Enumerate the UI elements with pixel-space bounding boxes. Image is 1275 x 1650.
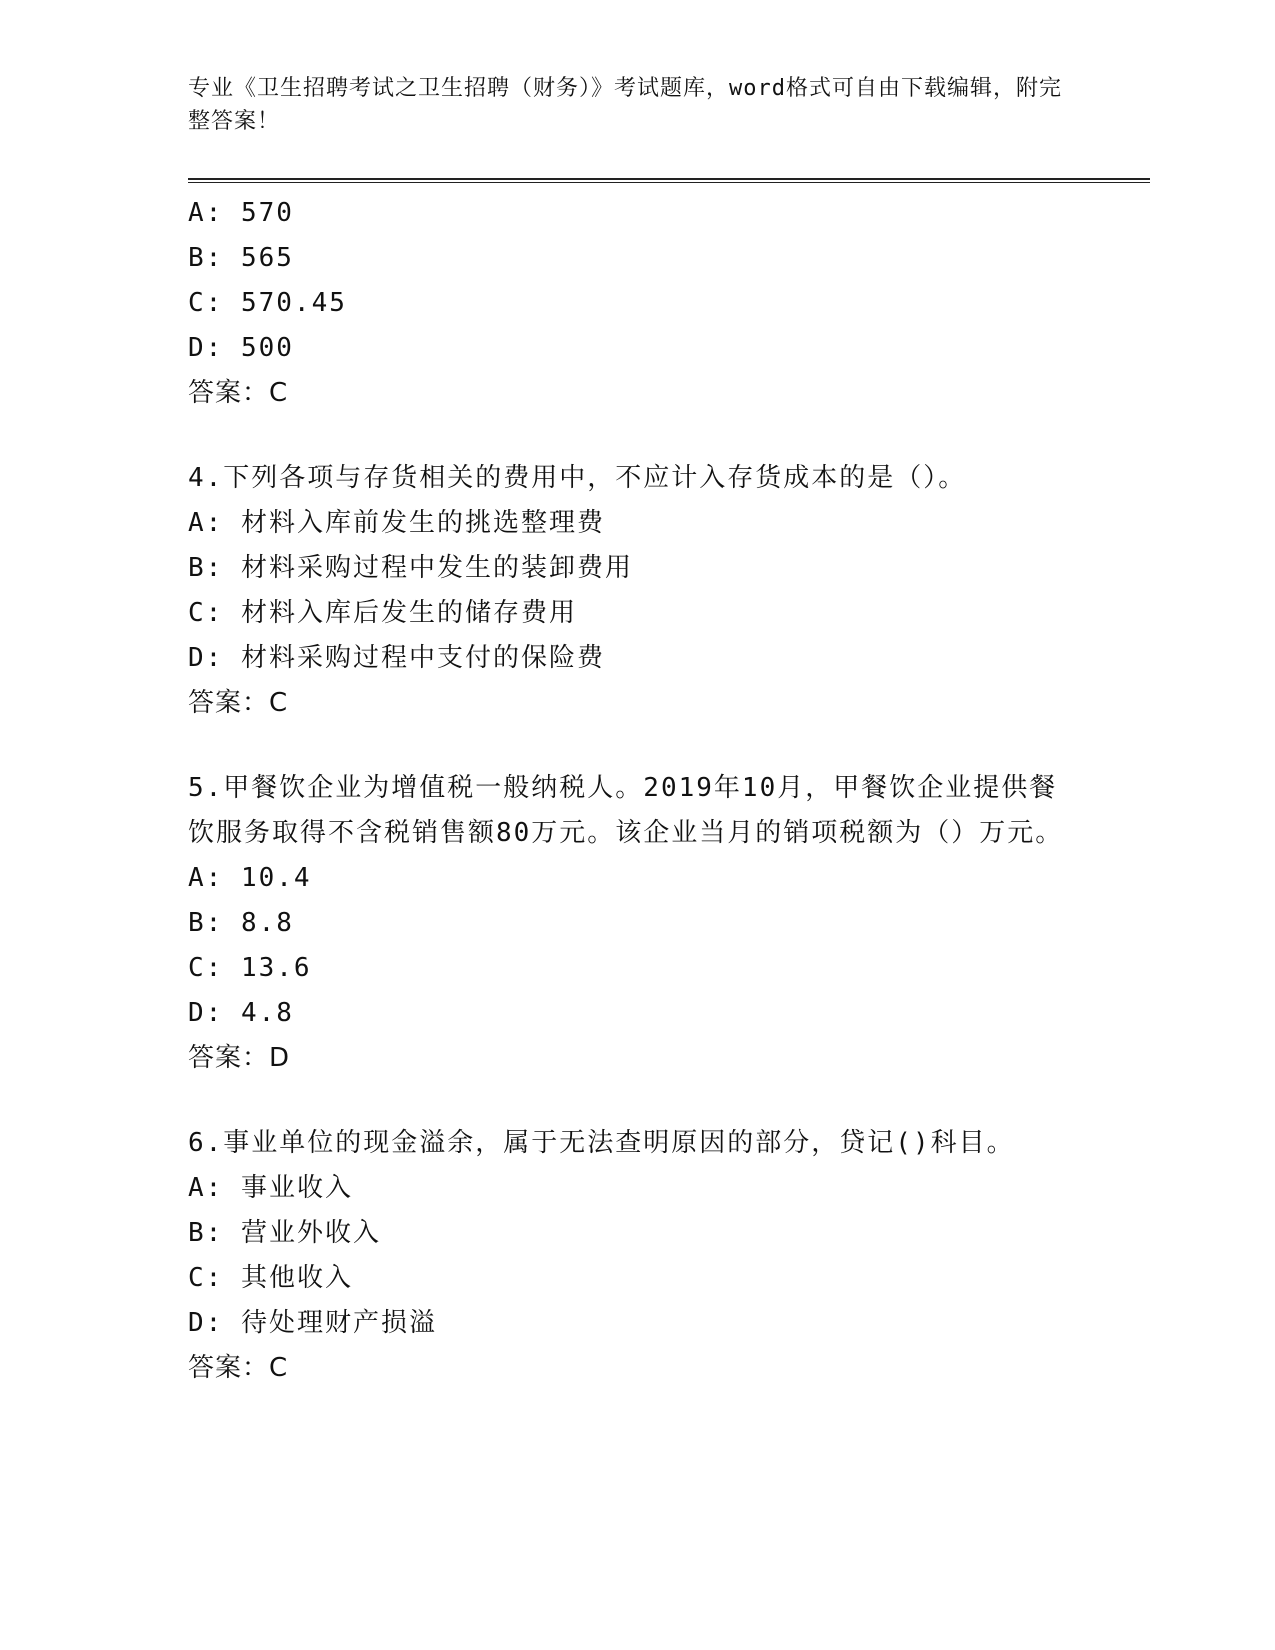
option-text: 材料采购过程中发生的装卸费用: [240, 553, 633, 583]
answer: 答案：C: [188, 1353, 289, 1383]
option-c: [188, 946, 1088, 991]
option-text: 565: [240, 243, 294, 273]
option-text: 待处理财产损溢: [240, 1308, 437, 1338]
option-c: [188, 1256, 1088, 1301]
option-d: [188, 1301, 1088, 1346]
option-text: 材料入库前发生的挑选整理费: [240, 508, 605, 538]
question-stem: 5.甲餐饮企业为增值税一般纳税人。2019年10月，甲餐饮企业提供餐饮服务取得不含税销售额80万元。该企业当月的销项税额为（）万元。: [188, 773, 1064, 848]
option-text: 8.8: [240, 908, 294, 938]
option-c: [188, 591, 1088, 636]
option-label: B:: [188, 1218, 224, 1248]
question-list: [188, 191, 1088, 1391]
answer: 答案：C: [188, 688, 289, 718]
option-label: D:: [188, 998, 224, 1028]
option-text: 材料入库后发生的储存费用: [240, 598, 577, 628]
option-label: B:: [188, 908, 224, 938]
question-4: [188, 456, 1088, 726]
option-label: A:: [188, 863, 224, 893]
option-c: [188, 281, 1088, 326]
option-b: [188, 901, 1088, 946]
option-label: A:: [188, 508, 224, 538]
option-d: [188, 636, 1088, 681]
option-b: [188, 236, 1088, 281]
option-label: D:: [188, 333, 224, 363]
option-a: [188, 856, 1088, 901]
option-label: B:: [188, 553, 224, 583]
option-label: A:: [188, 1173, 224, 1203]
option-d: [188, 991, 1088, 1036]
option-text: 其他收入: [240, 1263, 353, 1293]
option-a: [188, 501, 1088, 546]
header-divider: [188, 178, 1150, 180]
question-partial: [188, 191, 1088, 416]
option-label: D:: [188, 1308, 224, 1338]
option-b: [188, 1211, 1088, 1256]
option-label: C:: [188, 953, 224, 983]
answer: 答案：D: [188, 1043, 291, 1073]
option-b: [188, 546, 1088, 591]
option-text: 10.4: [240, 863, 312, 893]
option-text: 500: [240, 333, 294, 363]
option-a: [188, 191, 1088, 236]
answer: 答案：C: [188, 378, 289, 408]
question-5: [188, 766, 1088, 1081]
option-label: C:: [188, 288, 224, 318]
question-stem: 4.下列各项与存货相关的费用中，不应计入存货成本的是（）。: [188, 463, 967, 493]
option-text: 13.6: [240, 953, 312, 983]
question-stem: 6.事业单位的现金溢余，属于无法查明原因的部分，贷记()科目。: [188, 1128, 1015, 1158]
header-divider-thin: [188, 182, 1150, 183]
option-text: 事业收入: [240, 1173, 353, 1203]
option-text: 4.8: [240, 998, 294, 1028]
option-text: 570.45: [240, 288, 347, 318]
option-label: A:: [188, 198, 224, 228]
document-header: 专业《卫生招聘考试之卫生招聘（财务）》考试题库，word格式可自由下载编辑，附完整答案！: [188, 76, 1062, 134]
option-text: 570: [240, 198, 294, 228]
option-label: B:: [188, 243, 224, 273]
option-text: 材料采购过程中支付的保险费: [240, 643, 605, 673]
option-label: D:: [188, 643, 224, 673]
question-6: [188, 1121, 1088, 1391]
option-label: C:: [188, 598, 224, 628]
option-d: [188, 326, 1088, 371]
option-label: C:: [188, 1263, 224, 1293]
option-text: 营业外收入: [240, 1218, 381, 1248]
option-a: [188, 1166, 1088, 1211]
